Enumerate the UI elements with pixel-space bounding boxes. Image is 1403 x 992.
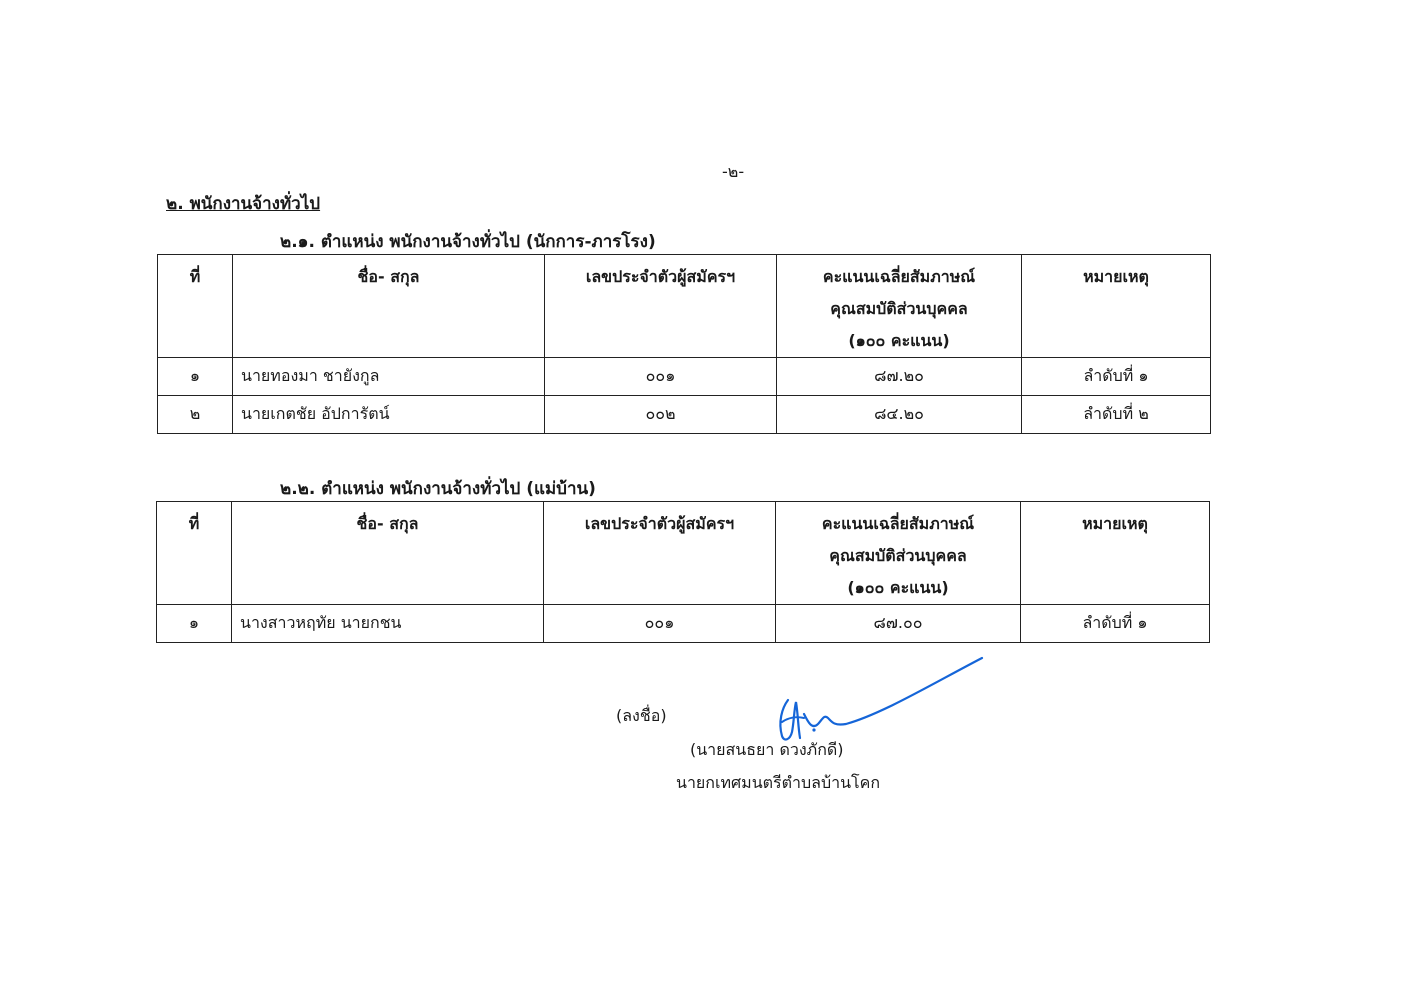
signer-name: (นายสนธยา ดวงภักดี) (690, 740, 844, 759)
header-score (777, 255, 1022, 358)
position-heading-2-2: ๒.๒. ตำแหน่ง พนักงานจ้างทั่วไป (แม่บ้าน) (280, 479, 596, 499)
signer-position: นายกเทศมนตรีตำบลบ้านโคก (676, 773, 881, 792)
results-table-2-1 (157, 254, 1211, 434)
header-no: ที่ (158, 255, 233, 358)
row-remark: ลำดับที่ ๒ (1022, 396, 1211, 434)
header-score-line: คะแนนเฉลี่ยสัมภาษณ์ (821, 514, 975, 533)
row-remark: ลำดับที่ ๑ (1021, 605, 1210, 643)
row-score: ๘๗.๒๐ (777, 358, 1022, 396)
header-score-line: (๑๐๐ คะแนน) (848, 331, 950, 350)
section-heading: ๒. พนักงานจ้างทั่วไป (166, 194, 321, 214)
row-applicant-id: ๐๐๑ (544, 605, 776, 643)
results-table-2-2 (156, 501, 1210, 643)
table-row (158, 396, 1211, 434)
header-score-line: คะแนนเฉลี่ยสัมภาษณ์ (822, 267, 976, 286)
header-score-line: คุณสมบัติส่วนบุคคล (829, 546, 967, 565)
row-name: นายทองมา ชายังกูล (233, 358, 545, 396)
row-name: นายเกตชัย อัปการัตน์ (233, 396, 545, 434)
table-row (158, 358, 1211, 396)
position-heading-2-1: ๒.๑. ตำแหน่ง พนักงานจ้างทั่วไป (นักการ-ภารโรง) (280, 232, 656, 252)
header-name: ชื่อ- สกุล (233, 255, 545, 358)
header-applicant-id: เลขประจำตัวผู้สมัครฯ (545, 255, 777, 358)
row-score: ๘๔.๒๐ (777, 396, 1022, 434)
row-no: ๑ (157, 605, 232, 643)
row-score: ๘๗.๐๐ (776, 605, 1021, 643)
table-header-row (157, 502, 1210, 605)
table-header-row (158, 255, 1211, 358)
row-name: นางสาวหฤทัย นายกชน (232, 605, 544, 643)
header-applicant-id: เลขประจำตัวผู้สมัครฯ (544, 502, 776, 605)
row-no: ๒ (158, 396, 233, 434)
header-score (776, 502, 1021, 605)
header-no: ที่ (157, 502, 232, 605)
header-remark: หมายเหตุ (1021, 502, 1210, 605)
handwritten-signature (772, 652, 987, 747)
row-applicant-id: ๐๐๒ (545, 396, 777, 434)
sign-label: (ลงชื่อ) (616, 706, 667, 725)
table-row (157, 605, 1210, 643)
header-name: ชื่อ- สกุล (232, 502, 544, 605)
header-remark: หมายเหตุ (1022, 255, 1211, 358)
header-score-line: คุณสมบัติส่วนบุคคล (830, 299, 968, 318)
row-remark: ลำดับที่ ๑ (1022, 358, 1211, 396)
row-applicant-id: ๐๐๑ (545, 358, 777, 396)
row-no: ๑ (158, 358, 233, 396)
header-score-line: (๑๐๐ คะแนน) (847, 578, 949, 597)
page-number: -๒- (722, 162, 745, 181)
